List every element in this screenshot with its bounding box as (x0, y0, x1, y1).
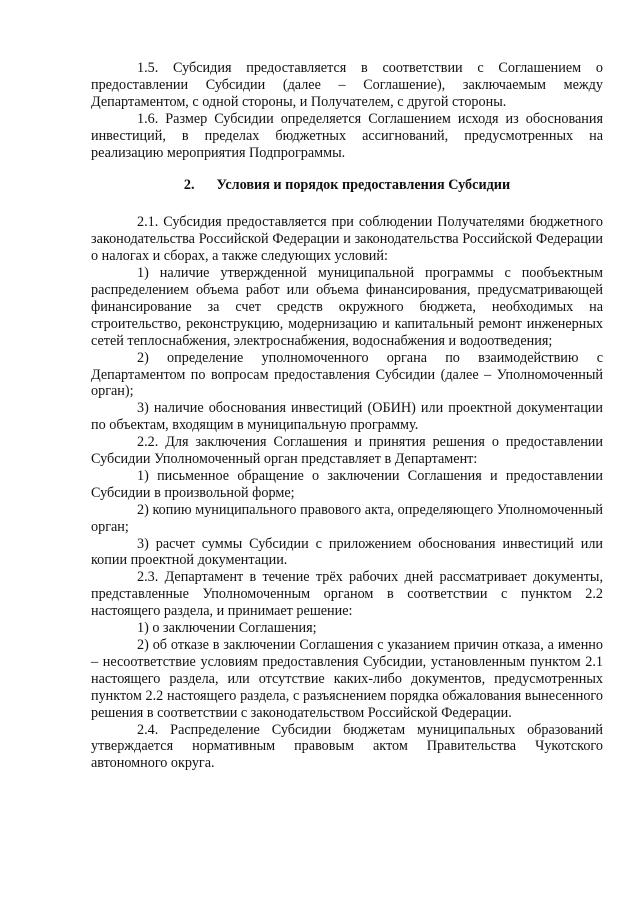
document-page (91, 60, 603, 772)
paragraph-2-4: 2.4. Распределение Субсидии бюджетам муниципальных образований утверждается нормативным правовым актом Правительства Чукотского автономного округа. (91, 721, 603, 772)
paragraph-2-1-item-2: 2) определение уполномоченного органа по взаимодействию с Департаментом по вопросам предоставления Субсидии (далее – Уполномоченный орган); (91, 349, 603, 400)
paragraph-2-1-item-3: 3) наличие обоснования инвестиций (ОБИН) или проектной документации по объектам, входящим в муниципальную программу. (91, 400, 603, 434)
paragraph-2-2-item-2: 2) копию муниципального правового акта, определяющего Уполномоченный орган; (91, 501, 603, 535)
paragraph-2-1: 2.1. Субсидия предоставляется при соблюдении Получателями бюджетного законодательства Российской Федерации и законодательства Российской Федерации о налогах и сборах, а также следующих условий: (91, 214, 603, 265)
paragraph-2-3: 2.3. Департамент в течение трёх рабочих дней рассматривает документы, представленные Уполномоченным органом в соответствии с пунктом 2.2 настоящего раздела, и принимает решение: (91, 569, 603, 620)
paragraph-2-2-item-3: 3) расчет суммы Субсидии с приложением обоснования инвестиций или копии проектной документации. (91, 535, 603, 569)
paragraph-2-3-item-2: 2) об отказе в заключении Соглашения с указанием причин отказа, а именно – несоответствие условиям предоставления Субсидии, установленным пунктом 2.1 настоящего раздела, или отсутствие каких-либо документов, предусмотренных пунктом 2.2 настоящего раздела, с разъяснением порядка обжалования вынесенного решения в соответствии с законодательством Российской Федерации. (91, 637, 603, 721)
section-title: Условия и порядок предоставления Субсидии (216, 177, 511, 194)
paragraph-2-1-item-1: 1) наличие утвержденной муниципальной программы с пообъектным распределением объема работ или объема финансирования, предусматривающей финансирование за счет средств окружного бюджета, необходимых на строительство, реконструкцию, модернизацию и капитальный ремонт инженерных сетей теплоснабжения, электроснабжения, водоснабжения и водоотведения; (91, 265, 603, 349)
paragraph-1-6: 1.6. Размер Субсидии определяется Соглашением исходя из обоснования инвестиций, в пределах бюджетных ассигнований, предусмотренных на реализацию мероприятия Подпрограммы. (91, 110, 603, 161)
paragraph-2-2: 2.2. Для заключения Соглашения и принятия решения о предоставлении Субсидии Уполномоченный орган представляет в Департамент: (91, 434, 603, 468)
paragraph-2-3-item-1: 1) о заключении Соглашения; (137, 620, 317, 637)
paragraph-2-2-item-1: 1) письменное обращение о заключении Соглашения и предоставлении Субсидии в произвольной форме; (91, 467, 603, 501)
section-heading (91, 177, 603, 194)
section-number: 2. (183, 177, 195, 194)
paragraph-1-5: 1.5. Субсидия предоставляется в соответствии с Соглашением о предоставлении Субсидии (далее – Соглашение), заключаемым между Департаментом, с одной стороны, и Получателем, с другой стороны. (91, 60, 603, 110)
